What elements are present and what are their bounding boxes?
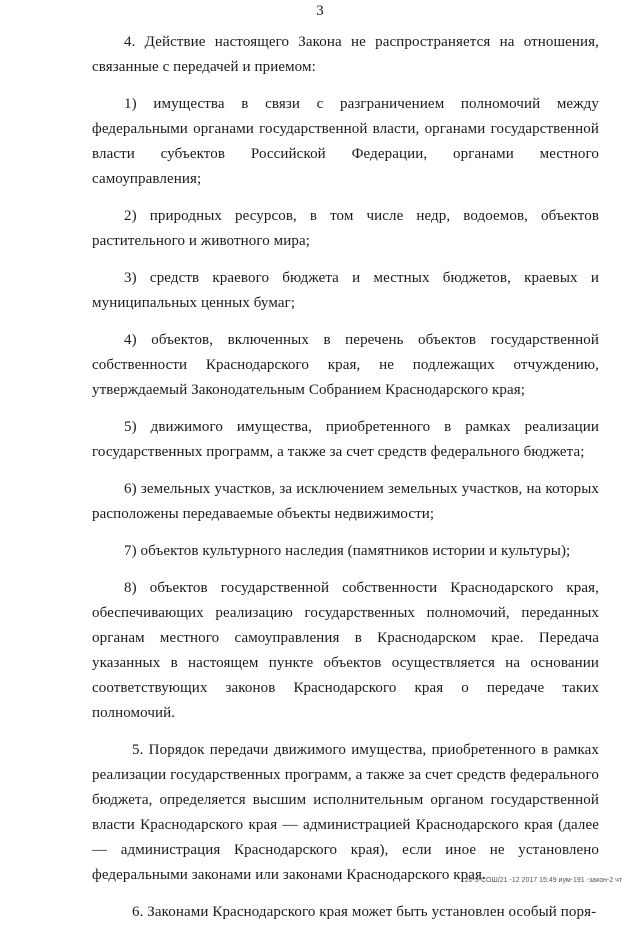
paragraph-clause-5: 5. Порядок передачи движимого имущества, приобретенного в рамках реализации государственных программ, а также за счет средств федерального бюджета, определяется высшим исполнительным органом государственной власти Краснодарского края — администрацией Краснодарского края (далее — администрация Краснодарского края), если иное не установлено федеральными законами или законами Краснодарского края.: [92, 742, 599, 883]
page-number: 3: [316, 3, 324, 19]
paragraph-item-2: 2) природных ресурсов, в том числе недр, водоемов, объектов растительного и животного мира;: [92, 208, 599, 249]
paragraph-item-3: 3) средств краевого бюджета и местных бюджетов, краевых и муниципальных ценных бумаг;: [92, 270, 599, 311]
paragraph-item-4: 4) объектов, включенных в перечень объектов государственной собственности Краснодарского края, не подлежащих отчуждению, утверждаемый Законодательным Собранием Краснодарского края;: [92, 332, 599, 398]
paragraph-clause-6: 6. Законами Краснодарского края может быть установлен особый поря-: [132, 904, 597, 920]
document-body: [92, 30, 599, 937]
paragraph-item-7: 7) объектов культурного наследия (памятников истории и культуры);: [124, 543, 571, 559]
paragraph-item-8: 8) объектов государственной собственности Краснодарского края, обеспечивающих реализацию государственных полномочий, переданных органам местного самоуправления в Краснодарском крае. Передача указанных в настоящем пункте объектов осуществляется на основании соответствующих законов Краснодарского края о передаче таких полномочий.: [92, 580, 599, 721]
paragraph-item-5: 5) движимого имущества, приобретенного в рамках реализации государственных программ, а также за счет средств федерального бюджета;: [92, 419, 599, 460]
paragraph-item-6: 6) земельных участков, за исключением земельных участков, на которых расположены передаваемые объекты недвижимости;: [92, 481, 599, 522]
footer-document-code: 20-3-СОШ/21 -12 2017 15:49 иум-191 -закон-2 чт: [464, 877, 622, 884]
paragraph-clause-4: 4. Действие настоящего Закона не распространяется на отношения, связанные с передачей и приемом:: [92, 34, 599, 75]
paragraph-item-1: 1) имущества в связи с разграничением полномочий между федеральными органами государственной власти, органами государственной власти субъектов Российской Федерации, органами местного самоуправления;: [92, 96, 599, 187]
